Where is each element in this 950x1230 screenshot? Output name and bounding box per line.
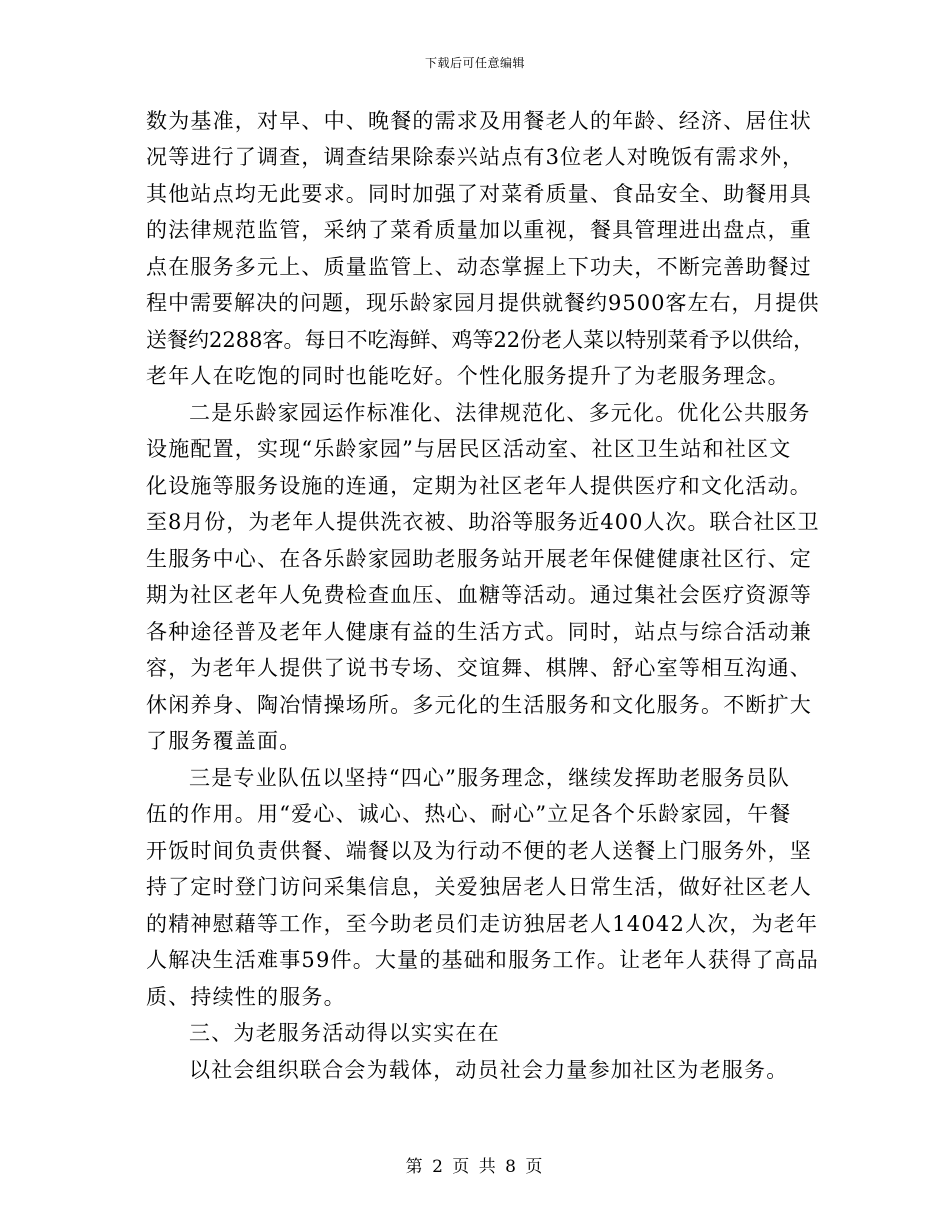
body-line: 了服务覆盖面。 (146, 729, 302, 753)
body-line: 二是乐龄家园运作标准化、法律规范化、多元化。优化公共服务 (189, 401, 811, 425)
body-line: 至8月份，为老年人提供洗衣被、助浴等服务近400人次。联合社区卫 (146, 510, 820, 534)
body-line: 设施配置，实现“乐龄家园”与居民区活动室、社区卫生站和社区文 (146, 437, 792, 461)
body-line: 容，为老年人提供了说书专场、交谊舞、棋牌、舒心室等相互沟通、 (146, 656, 812, 680)
body-line: 质、持续性的服务。 (146, 985, 346, 1009)
body-line: 各种途径普及老年人健康有益的生活方式。同时，站点与综合活动兼 (146, 620, 812, 644)
body-line: 伍的作用。用“爱心、诚心、热心、耐心”立足各个乐龄家园，午餐 (146, 802, 792, 826)
body-line: 化设施等服务设施的连通，定期为社区老年人提供医疗和文化活动。 (146, 474, 812, 498)
body-line: 持了定时登门访问采集信息，关爱独居老人日常生活，做好社区老人 (146, 875, 812, 899)
section-heading: 三、为老服务活动得以实实在在 (189, 1021, 500, 1045)
page-number-footer: 第 2 页 共 8 页 (405, 1157, 545, 1177)
header-note: 下载后可任意编辑 (424, 56, 525, 70)
body-line: 三是专业队伍以坚持“四心”服务理念，继续发挥助老服务员队 (189, 766, 791, 790)
body-line: 其他站点均无此要求。同时加强了对菜肴质量、食品安全、助餐用具 (146, 182, 812, 206)
body-line: 数为基准，对早、中、晚餐的需求及用餐老人的年龄、经济、居住状 (146, 109, 812, 133)
body-line: 生服务中心、在各乐龄家园助老服务站开展老年保健健康社区行、定 (146, 547, 812, 571)
body-line: 人解决生活难事59件。大量的基础和服务工作。让老年人获得了高品 (146, 948, 819, 972)
body-line: 程中需要解决的问题，现乐龄家园月提供就餐约9500客左右，月提供 (146, 291, 820, 315)
body-line: 开饭时间负责供餐、端餐以及为行动不便的老人送餐上门服务外，坚 (146, 839, 812, 863)
body-line: 以社会组织联合会为载体，动员社会力量参加社区为老服务。 (189, 1058, 789, 1082)
body-line: 点在服务多元上、质量监管上、动态掌握上下功夫，不断完善助餐过 (146, 255, 812, 279)
body-line: 送餐约2288客。每日不吃海鲜、鸡等22份老人菜以特别菜肴予以供给， (146, 328, 815, 352)
body-line: 的法律规范监管，采纳了菜肴质量加以重视，餐具管理进出盘点，重 (146, 218, 812, 242)
body-line: 休闲养身、陶冶情操场所。多元化的生活服务和文化服务。不断扩大 (146, 693, 812, 717)
body-line: 况等进行了调查，调查结果除泰兴站点有3位老人对晚饭有需求外， (146, 145, 805, 169)
body-line: 期为社区老年人免费检查血压、血糖等活动。通过集社会医疗资源等 (146, 583, 812, 607)
body-line: 的精神慰藉等工作，至今助老员们走访独居老人14042人次，为老年 (146, 912, 819, 936)
body-line: 老年人在吃饱的同时也能吃好。个性化服务提升了为老服务理念。 (146, 364, 790, 388)
